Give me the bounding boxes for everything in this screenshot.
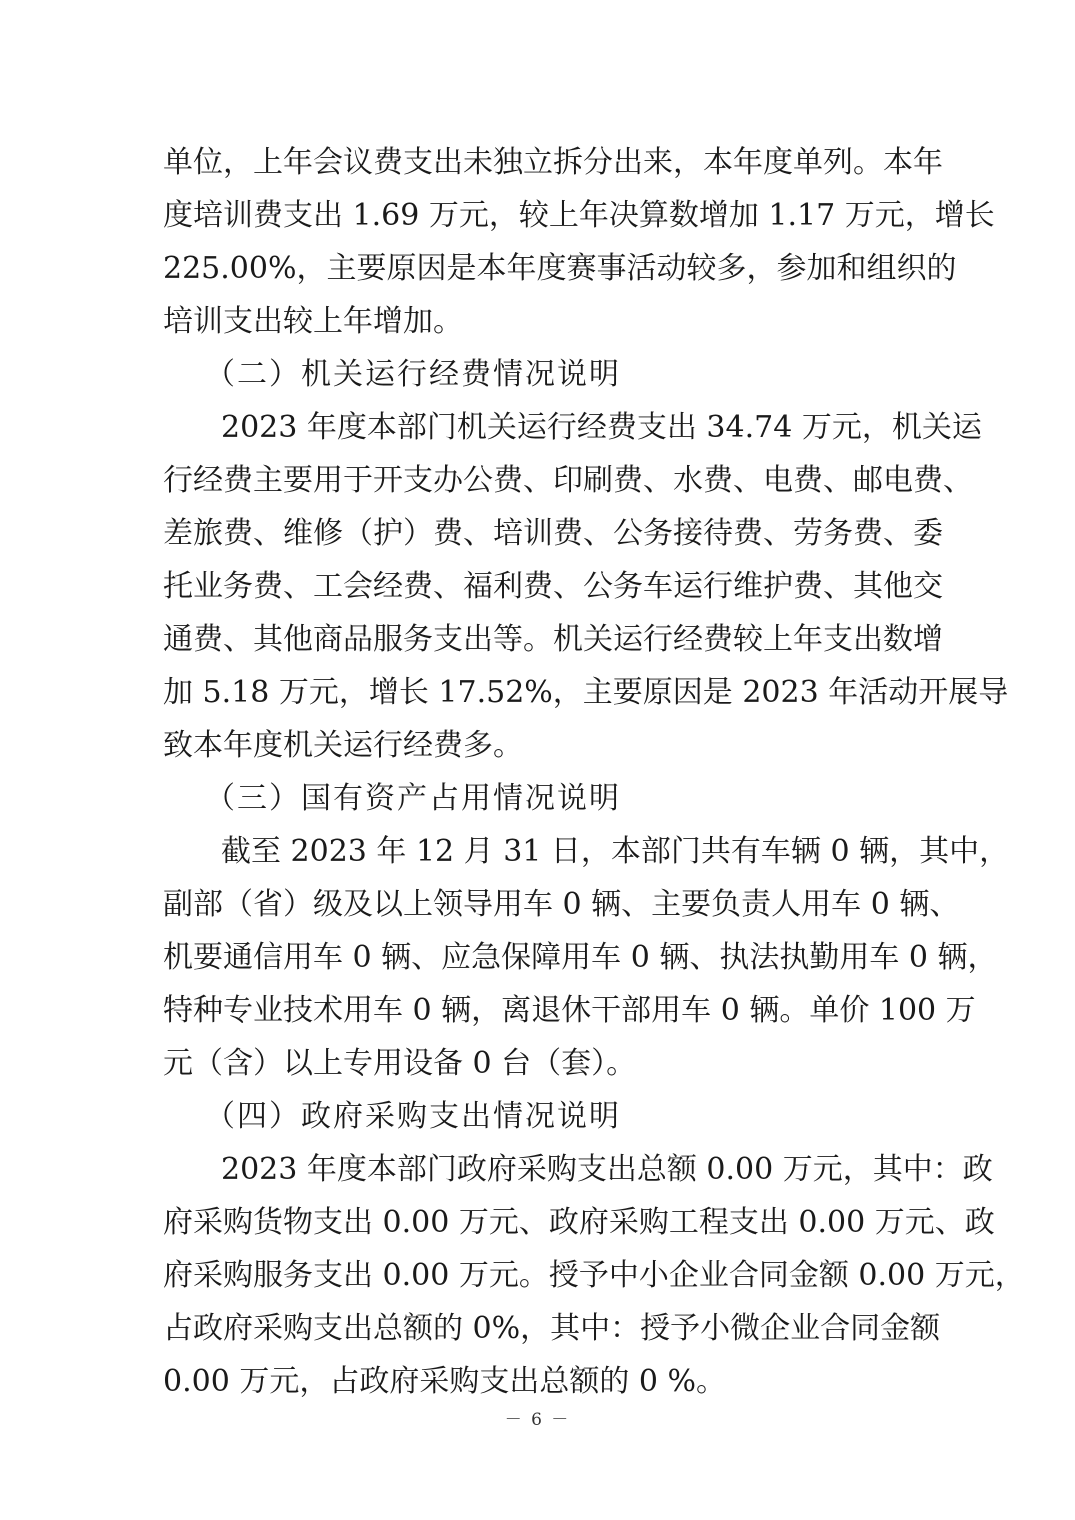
paragraph-line: 差旅费、维修（护）费、培训费、公务接待费、劳务费、委: [163, 516, 943, 551]
paragraph-line: 225.00%，主要原因是本年度赛事活动较多，参加和组织的: [163, 251, 957, 286]
paragraph-line: 占政府采购支出总额的 0%，其中：授予小微企业合同金额: [163, 1311, 941, 1346]
paragraph-line: 加 5.18 万元，增长 17.52%，主要原因是 2023 年活动开展导: [163, 675, 1009, 710]
section-heading: （三）国有资产占用情况说明: [205, 781, 621, 816]
paragraph-line: 通费、其他商品服务支出等。机关运行经费较上年支出数增: [163, 622, 943, 657]
paragraph-line: 0.00 万元，占政府采购支出总额的 0 %。: [163, 1364, 726, 1399]
paragraph-line: 2023 年度本部门机关运行经费支出 34.74 万元，机关运: [221, 410, 982, 445]
page-number: － 6 －: [504, 1410, 571, 1430]
paragraph-line: 行经费主要用于开支办公费、印刷费、水费、电费、邮电费、: [163, 463, 973, 498]
paragraph-line: 特种专业技术用车 0 辆，离退休干部用车 0 辆。单价 100 万: [163, 993, 976, 1028]
paragraph-line: 2023 年度本部门政府采购支出总额 0.00 万元，其中：政: [221, 1152, 993, 1187]
paragraph-line: 致本年度机关运行经费多。: [163, 728, 523, 763]
paragraph-line: 培训支出较上年增加。: [163, 304, 463, 339]
paragraph-line: 府采购服务支出 0.00 万元。授予中小企业合同金额 0.00 万元，: [163, 1258, 1025, 1293]
paragraph-line: 机要通信用车 0 辆、应急保障用车 0 辆、执法执勤用车 0 辆，: [163, 940, 998, 975]
paragraph-line: 截至 2023 年 12 月 31 日，本部门共有车辆 0 辆，其中，: [221, 834, 1010, 869]
paragraph-line: 副部（省）级及以上领导用车 0 辆、主要负责人用车 0 辆、: [163, 887, 960, 922]
section-heading: （四）政府采购支出情况说明: [205, 1099, 621, 1134]
paragraph-line: 单位，上年会议费支出未独立拆分出来，本年度单列。本年: [163, 145, 943, 180]
paragraph-line: 托业务费、工会经费、福利费、公务车运行维护费、其他交: [163, 569, 943, 604]
paragraph-line: 元（含）以上专用设备 0 台（套）。: [163, 1046, 637, 1081]
section-heading: （二）机关运行经费情况说明: [205, 357, 621, 392]
paragraph-line: 府采购货物支出 0.00 万元、政府采购工程支出 0.00 万元、政: [163, 1205, 995, 1240]
paragraph-line: 度培训费支出 1.69 万元，较上年决算数增加 1.17 万元，增长: [163, 198, 995, 233]
